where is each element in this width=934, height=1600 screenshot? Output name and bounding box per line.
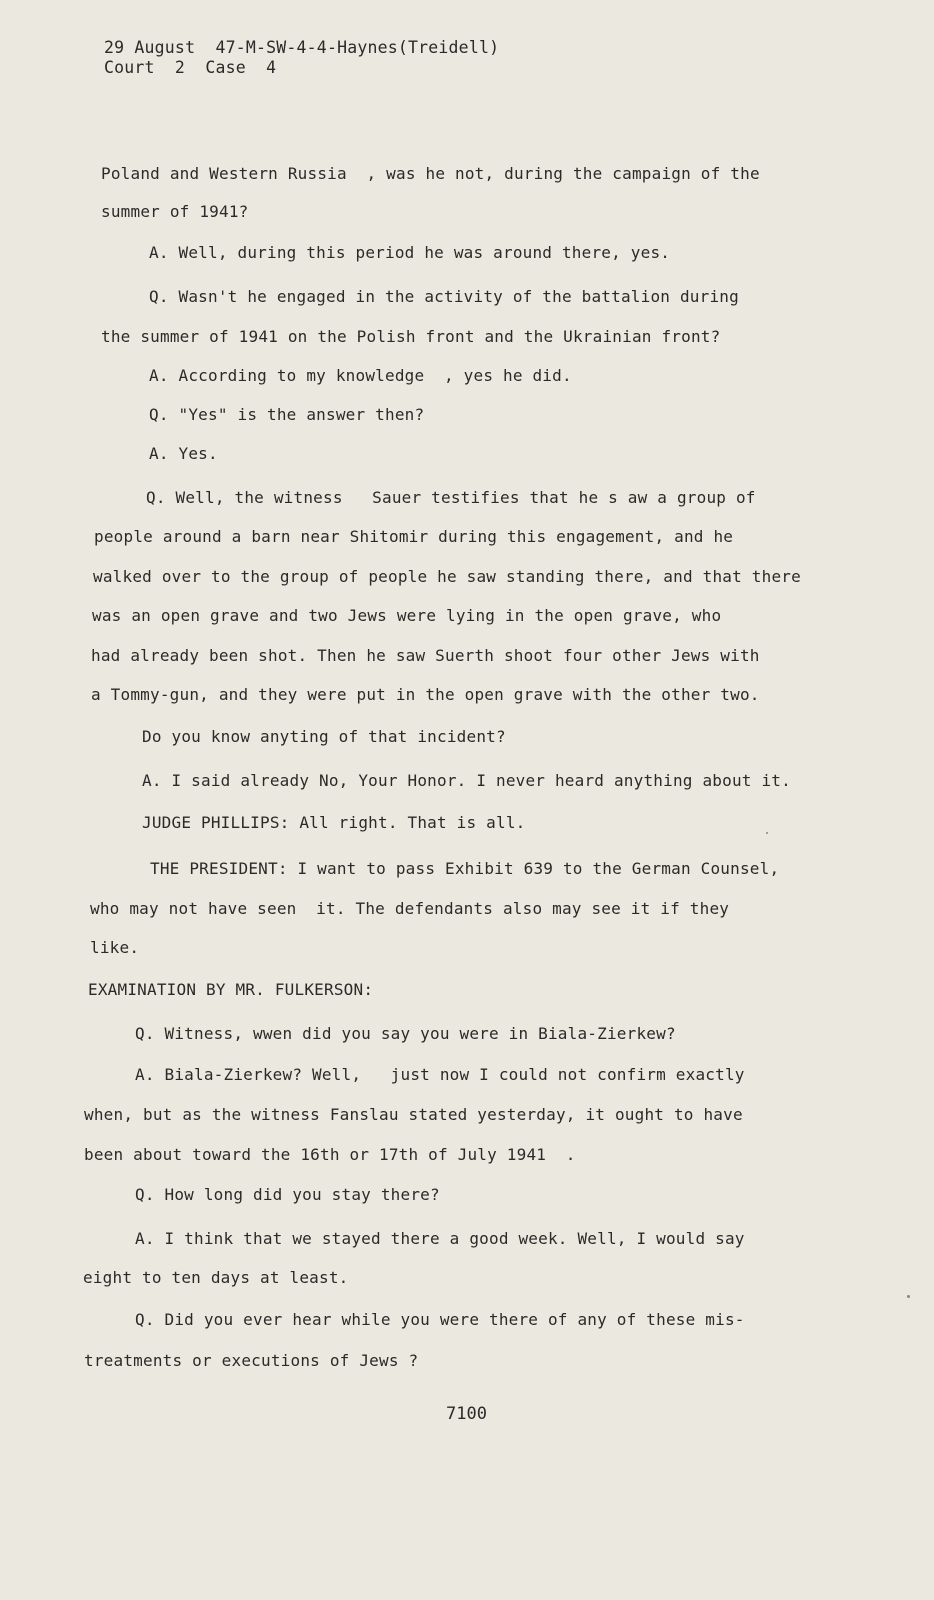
text-line-13: had already been shot. Then he saw Suerth shoot four other Jews with bbox=[91, 646, 760, 665]
text-line-7: Q. "Yes" is the answer then? bbox=[149, 405, 425, 424]
text-line-8: A. Yes. bbox=[149, 444, 218, 463]
text-line-17: JUDGE PHILLIPS: All right. That is all. bbox=[142, 813, 526, 832]
text-line-16: A. I said already No, Your Honor. I never heard anything about it. bbox=[142, 771, 791, 790]
header-date-reference: 29 August 47-M-SW-4-4-Haynes(Treidell) bbox=[104, 38, 500, 57]
paper-speck bbox=[766, 832, 768, 834]
text-line-30: treatments or executions of Jews ? bbox=[84, 1351, 419, 1370]
header-court-case: Court 2 Case 4 bbox=[104, 58, 277, 77]
page-number: 7100 bbox=[446, 1404, 487, 1424]
text-line-2: summer of 1941? bbox=[101, 202, 249, 221]
text-line-23: A. Biala-Zierkew? Well, just now I could not confirm exactly bbox=[135, 1065, 745, 1084]
text-line-18: THE PRESIDENT: I want to pass Exhibit 639 to the German Counsel, bbox=[150, 859, 780, 878]
text-line-9: Q. Well, the witness Sauer testifies that he s aw a group of bbox=[146, 488, 756, 507]
text-line-11: walked over to the group of people he saw standing there, and that there bbox=[93, 567, 801, 586]
text-line-20: like. bbox=[90, 938, 140, 957]
text-line-15: Do you know anyting of that incident? bbox=[142, 727, 506, 746]
text-line-19: who may not have seen it. The defendants also may see it if they bbox=[90, 899, 730, 918]
text-line-3: A. Well, during this period he was around there, yes. bbox=[149, 243, 671, 262]
text-line-29: Q. Did you ever hear while you were there of any of these mis- bbox=[135, 1310, 745, 1329]
text-line-21: EXAMINATION BY MR. FULKERSON: bbox=[88, 980, 374, 999]
text-line-24: when, but as the witness Fanslau stated yesterday, it ought to have bbox=[84, 1105, 743, 1124]
text-line-26: Q. How long did you stay there? bbox=[135, 1185, 440, 1204]
text-line-22: Q. Witness, wwen did you say you were in Biala-Zierkew? bbox=[135, 1024, 676, 1043]
text-line-4: Q. Wasn't he engaged in the activity of the battalion during bbox=[149, 287, 739, 306]
text-line-14: a Tommy-gun, and they were put in the open grave with the other two. bbox=[91, 685, 760, 704]
text-line-1: Poland and Western Russia , was he not, during the campaign of the bbox=[101, 164, 760, 183]
text-line-12: was an open grave and two Jews were lying in the open grave, who bbox=[92, 606, 722, 625]
text-line-6: A. According to my knowledge , yes he did. bbox=[149, 366, 572, 385]
text-line-25: been about toward the 16th or 17th of July 1941 . bbox=[84, 1145, 576, 1164]
text-line-28: eight to ten days at least. bbox=[83, 1268, 349, 1287]
text-line-5: the summer of 1941 on the Polish front and the Ukrainian front? bbox=[101, 327, 721, 346]
paper-speck bbox=[907, 1295, 910, 1298]
text-line-10: people around a barn near Shitomir during this engagement, and he bbox=[94, 527, 734, 546]
text-line-27: A. I think that we stayed there a good week. Well, I would say bbox=[135, 1229, 745, 1248]
